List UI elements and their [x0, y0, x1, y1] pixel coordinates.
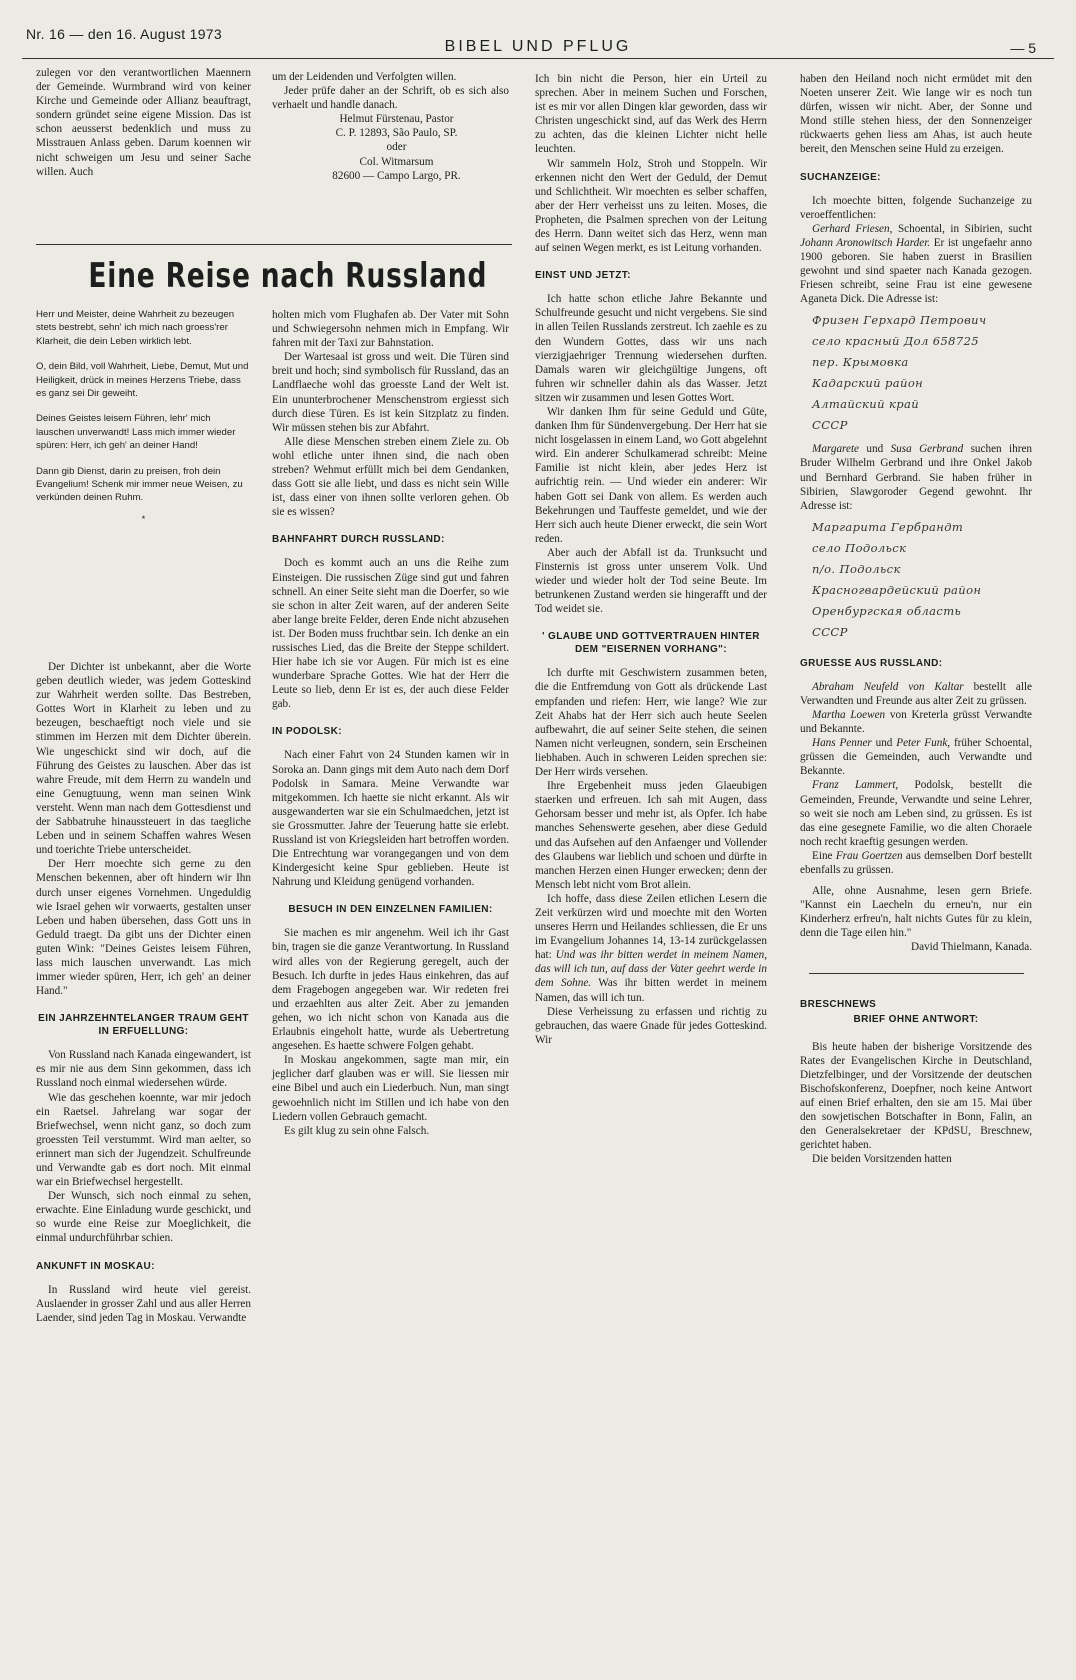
paragraph: Ihre Ergebenheit muss jeden Glaeubigen staerken und erfreuen. Ich sah mit Augen, dass Gehorsam besser und mehr ist, als Opfer. Ich habe manches Sehenswerte gesehen, aber diese Geduld und das Aufsehen auf den Anfaenger und Vollender des Glaubens war lieblich und schoen und dürfte in manchen Herzen einen Hunger erwecken; denn der Mensch lebt nicht vom Brot allein. — [535, 780, 767, 891]
paragraph — [535, 892, 767, 1005]
paragraph: Wie das geschehen koennte, war mir jedoch ein Raetsel. Jahrelang war sogar der Briefwechsel, wenn nicht ganz, so doch zum groessten Teil verstummt. Wird man aelter, so erinnert man sich der Jugendzeit. Schulfreunde und Verwandte gab es dort noch. Mit einmal war ein Briefwechsel hergestellt. — [36, 1091, 251, 1189]
section-heading: BAHNFAHRT DURCH RUSSLAND: — [272, 534, 445, 546]
person-name: Johann Aronowitsch Harder. — [800, 236, 931, 249]
issue-date: Nr. 16 — den 16. August 1973 — [26, 26, 222, 42]
author-signature: David Thielmann, Kanada. — [911, 941, 1032, 954]
article-column-2 — [272, 308, 509, 1138]
paragraph: Aber auch der Abfall ist da. Trunksucht und Finsternis ist gross unter unserem Volk. Und wieder und wieder holt der Tod seine Beute. Im betrunkenen Zustand werden sie hingerafft und der Tod weidet sie. — [535, 546, 767, 616]
signature-or: oder — [386, 141, 407, 154]
person-name: Martha Loewen — [812, 708, 886, 721]
paragraph: Doch es kommt auch an uns die Reihe zum Einsteigen. Die russischen Züge sind gut und fahren schnell. An einer Seite sieht man die Doerfer, so wie sie schon in alter Zeit waren, auf der anderen Seite aber lange breite Felder, deren Ende nicht abzusehen ist. Der Boden muss fruchtbar sein. Ich denke an ein russisches Lied, das die Breite der Steppe schildert. Hier habe ich sie vor Augen. Für mich ist es eine wunderbare Sprache Gottes. Wie hat der Herr die Leute so lieb, denn Er ist es, der auch diese Felder gab. — [272, 557, 509, 711]
poem-star: * — [141, 513, 146, 525]
paragraph: Bis heute haben der bisherige Vorsitzende des Rates der Evangelischen Kirche in Deutschland, Dietzfelbinger, und der Vorsitzende der deutschen Bischofskonferenz, Doepfner, noch keine Antwort auf einen Brief erhalten, den sie am 15. Mai über den sowjetischen Botschafter in Bonn, Falin, an den Generalsekretaer der KPdSU, Breschnew, gerichtet haben. — [800, 1040, 1032, 1152]
poem-stanza: Dann gib Dienst, darin zu preisen, froh dein Evangelium! Schenk mir immer neue Weisen, zu verkünden deinen Ruhm. — [36, 465, 243, 504]
paragraph-text: früher Schoental, grüssen die Gemeinden, auch Verwandte und Bekannte. — [800, 737, 1033, 778]
paragraph — [800, 778, 1032, 848]
paragraph-text: Was ihr bitten werdet in meinem Namen, das will ich tun. — [535, 977, 767, 1004]
masthead — [0, 0, 1076, 60]
paragraph-text: suchen ihren Bruder Wilhelm Gerbrand und ihre Onkel Jakob und Bernhard Gerbrand. Sie haben früher in Sibirien, Slawgoroder Gegend gewohnt. Ihr Adresse ist: — [800, 443, 1033, 512]
previous-article-text: um der Leidenden und Verfolgten willen. — [272, 71, 457, 83]
paragraph: Ich hatte schon etliche Jahre Bekannte und Schulfreunde gesucht und nicht vergebens. Sie sind in allen Teilen Russlands zerstreut. Ich zaehle es zu den Wundern Gottes, dass wir uns nach vierzigjaehriger Trennung wiedersehen durften. Damals waren wir gleichgültige Jungens, oft fuhren wir schneller dahin als das Wasser. Jetzt sitzen wir zusammen und lesen Gottes Wort. — [535, 293, 767, 404]
person-name: Frau Goertzen — [835, 849, 903, 862]
section-heading: GRUESSE AUS RUSSLAND: — [800, 657, 943, 669]
address-line: Красногвардейский район — [812, 582, 982, 597]
person-name: Hans Penner — [812, 737, 872, 750]
paragraph-text: aus demselben Dorf bestellt ebenfalls zu grüssen. — [800, 849, 1033, 876]
paragraph — [800, 708, 1032, 736]
person-name: Susa Gerbrand — [890, 443, 964, 456]
paragraph: Von Russland nach Kanada eingewandert, ist es mir nie aus dem Sinn gekommen, dass ich Russland noch einmal wiedersehen würde. — [36, 1049, 251, 1090]
paragraph: Es gilt klug zu sein ohne Falsch. — [284, 1124, 430, 1137]
previous-article-col2 — [272, 70, 509, 183]
page-number: — 5 — [1010, 40, 1036, 56]
section-heading: SUCHANZEIGE: — [800, 171, 881, 183]
section-heading: BRESCHNEWS — [800, 998, 877, 1010]
paragraph-text: und — [875, 737, 893, 750]
section-heading: ANKUNFT IN MOSKAU: — [36, 1260, 155, 1272]
address-line: СССР — [812, 418, 848, 433]
article-column-4 — [800, 72, 1032, 1166]
section-heading: IN PODOLSK: — [272, 726, 342, 738]
paragraph-text: Ich hoffe, dass diese Zeilen etlichen Lesern die Zeit verkürzen wird und moechte mit den Worten unseres Herrn und Heilandes schliessen, die Er uns im Evangelium Johannes 14, 13-14 zurückgelassen hat: — [535, 892, 767, 962]
paragraph: Sie machen es mir angenehm. Weil ich ihr Gast bin, tragen sie die ganze Verantwortung. In Russland wird alles von der Regierung geregelt, auch der Besuch. Ich durfte in jedes Haus einkehren, das auf dem Fragebogen angegeben war. Wir redeten frei und erzaehlten aus alter Zeit. Aber zu jemanden gehen, wo ich nicht schon von Kanada aus die Erlaubnis eingeholt hatte, wurde als Uebertretung angesehen. Es haette schwere Folgen gehabt. — [272, 927, 509, 1053]
paragraph-text: Er ist ungefaehr anno 1900 geboren. Sie haben zuerst in Brasilien gewohnt und sind spaeter nach Kanada gezogen. Friesen schreibt, seine Frau ist eine gewesene Aganeta Dick. Die Adresse ist: — [800, 236, 1032, 306]
section-heading: BRIEF OHNE ANTWORT: — [853, 1013, 979, 1025]
paragraph-text: Podolsk, bestellt die Gemeinden, Freunde, Verwandte und seine Lehrer, so weit sie noch am Leben sind, zu grüssen. Es ist das eine gesegnete Familie, wo die alten Choraele noch recht kraeftig gesungen werden. — [800, 779, 1032, 848]
section-heading: EIN JAHRZEHNTELANGER TRAUM GEHT IN ERFUELLUNG: — [38, 1013, 249, 1038]
address-line: село Подольск — [812, 540, 907, 555]
paragraph: Nach einer Fahrt von 24 Stunden kamen wir in Soroka an. Dann gings mit dem Auto nach dem Dorf Podolsk in Samara. Meine Verwandte war mitgekommen. Ich haette sie nicht erkannt. Als wir ausgewanderten war sie ein Schulmaedchen, jetzt ist sie Grossmutter. Jahre der Teuerung hatte sie erlebt. Russland ist von Kriegsleiden hart betroffen worden. Die Entrechtung war vorangegangen und von dem Kindergesicht keine Spur geblieben. Heute ist Nahrung und Kleidung genügend vorhanden. — [272, 749, 509, 889]
paragraph: Alle, ohne Ausnahme, lesen gern Briefe. "Kannst ein Laecheln du erneu'n, nur ein Kinderherz erfreu'n, halt nichts Gutes für zu klein, denn die Tage eilen hin." — [800, 885, 1032, 940]
address-line: Оренбургская область — [812, 603, 962, 618]
paragraph: Der Dichter ist unbekannt, aber die Worte geben deutlich wieder, was jedem Gotteskind zur Wahrheit werden sollte. Das Bestreben, Gottes Wort in Klarheit zu leben und zu bezeugen, beschaeftigt noch viele und sie stimmen im Herzen mit dem Dichter überein. Wie ungeschickt sind wir doch, auf die Führung des Geistes zu lauschen. Aber das ist wahre Freude, mit dem Herrn zu wandeln und eine Genugtuung, wenn man seinen Wink versteht. Wenn man nach dem Gottesdienst und der Sabbatruhe hinaussteuert in das taegliche Leben und in seinem Schaffen wahres Wesen und toerichte Triebe unterscheidet. — [36, 661, 251, 857]
handwritten-address — [800, 517, 1032, 643]
address-line: пер. Крымовка — [812, 355, 909, 370]
paragraph-text: und — [866, 443, 884, 456]
section-rule — [809, 973, 1024, 974]
signature-name: Helmut Fürstenau, Pastor — [339, 113, 454, 126]
poem-stanza: Deines Geistes leisem Führen, lehr' mich lauschen unverwandt! Lass mich immer wieder spüren: Herr, ich geh' an deiner Hand! — [36, 413, 236, 452]
signature-address: C. P. 12893, São Paulo, SP. — [335, 127, 458, 140]
signature-address: Col. Witmarsum — [359, 155, 434, 168]
person-name: Abraham Neufeld von Kaltar — [812, 680, 964, 693]
newspaper-name: BIBEL UND PFLUG — [444, 38, 632, 55]
paragraph — [800, 849, 1032, 877]
paragraph-text: bestellt alle Verwandten und Freunde aus alter Zeit zu grüssen. — [800, 680, 1033, 707]
person-name: Gerhard Friesen, — [812, 222, 893, 235]
previous-article-col1 — [36, 66, 251, 179]
poem-stanza: Herr und Meister, deine Wahrheit zu bezeugen stets bestrebt, sehn' ich mich nach groess'rer Klarheit, die dein Leben wirklich lebt. — [36, 309, 235, 347]
paragraph-text: von Kreterla grüsst Verwandte und Bekannte. — [800, 708, 1032, 736]
article-separator-rule — [36, 244, 512, 245]
paragraph: Der Wunsch, sich noch einmal zu sehen, erwachte. Eine Einladung wurde geschickt, und so wurde eine Reise zur Moeglichkeit, die einmal undurchführbar schien. — [36, 1190, 251, 1245]
paragraph: Wir danken Ihm für seine Geduld und Güte, danken Ihm für Sündenvergebung. Der Herr hat sie nicht losgelassen in einem Land, wo Gott abgelehnt wird. Ein anderer Schulkamerad schreibt: Meine Familie ist nicht klein, aber jedes Herz ist aufrichtig rein. — Und wieder ein anderer: Wir haben Gott sei Dank von allem. Es werden auch Bekehrungen und Tauffeste gemeldet, und wie der Herr sich auch heute Diener erweckt, die sein Wort reden. — [535, 405, 767, 545]
address-line: Кадарский район — [812, 376, 924, 391]
person-name: Peter Funk, — [896, 737, 951, 750]
paragraph: Ich bin nicht die Person, hier ein Urteil zu sprechen. Aber in meinem Suchen und Forschen, ist es mir vor allen Dingen klar geworden, dass wir Christen ungeschickt sind, auf das Werk des Herrn zu achten, das die kleinen Lichter nicht helle leuchten. — [535, 73, 767, 156]
article-column-3 — [535, 72, 767, 1047]
paragraph: Diese Verheissung zu erfassen und richtig zu gebrauchen, das waere Gnade für jedes Gotteskind. Wir — [535, 1005, 767, 1046]
paragraph-text: Schoental, in Sibirien, sucht — [897, 222, 1032, 235]
address-line: Маргарита Гербрандт — [812, 519, 964, 534]
previous-article-text: zulegen vor den verantwortlichen Maennern der Gemeinde. Wurmbrand wird von keiner Kirche und Gemeinde oder Allianz beauftragt, sondern gründet seine eigene Mission. Das ist schon aeusserst bedenklich und muss zu Misstrauen Anlass geben. Darum koennen wir nicht schweigen um Jesu und seiner Sache willen. Auch — [36, 67, 251, 178]
previous-article-text: Jeder prüfe daher an der Schrift, ob es sich also verhaelt und handle danach. — [272, 85, 509, 112]
paragraph: Ich moechte bitten, folgende Suchanzeige zu veroeffentlichen: — [800, 194, 1032, 221]
section-heading: EINST UND JETZT: — [535, 270, 631, 282]
paragraph — [800, 222, 1032, 307]
address-line: село красный Дол 658725 — [812, 334, 980, 349]
handwritten-address — [800, 310, 1032, 436]
signature-address: 82600 — Campo Largo, PR. — [332, 169, 461, 182]
address-line: п/о. Подольск — [812, 561, 901, 576]
paragraph — [800, 680, 1032, 708]
paragraph: Wir sammeln Holz, Stroh und Stoppeln. Wir erkennen nicht den Wert der Geduld, der Demut und Schlichtheit. Wir moechten es selber schaffen, aber der Herr verheisst uns zu leiten. Moses, die Propheten, die Psalmen sprechen von der Leitung des Herrn. Dann weitet sich das Herz, wenn man auf seinen Wegen merkt, es ist Leitung vorhanden. — [535, 157, 767, 255]
paragraph: Alle diese Menschen streben einem Ziele zu. Ob wohl etliche unter ihnen sind, die nach oben streben? Wehmut erfüllt mich bei dem Gendanken, dass Gott sie alle liebt, und dass es nicht sein Wille ist, dass einer von ihnen sollte verloren gehen. Ob sie es wissen? — [272, 435, 509, 519]
section-heading: ' GLAUBE UND GOTTVERTRAUEN HINTER DEM "EISERNEN VORHANG": — [542, 631, 760, 656]
bible-quote: Und was ihr bitten werdet in meinem Namen, das will ich tun, auf dass der Vater geehrt werde in dem Sohne. — [535, 949, 767, 990]
article-title: Eine Reise nach Russland — [88, 256, 488, 296]
section-heading: BESUCH IN DEN EINZELNEN FAMILIEN: — [288, 904, 493, 916]
poem-stanza: O, dein Bild, voll Wahrheit, Liebe, Demut, Mut und Heiligkeit, drück in meines Herzens Triebe, dass es ganz sei Dir geweiht. — [36, 361, 249, 400]
paragraph — [800, 736, 1032, 778]
address-line: Фризен Герхард Петрович — [812, 313, 987, 328]
paragraph: Ich durfte mit Geschwistern zusammen beten, die die Entfremdung von Gott als drückende Last empfanden und riefen: Herr, wie lange? Wie zur Zeit Ahabs hat der Herr sich auch heute Seelen aufbewahrt, die auf seiner Seite stehen, die seinen Namen nicht verleugnen, sondern, sein Erscheinen liebhaben. Auch in schweren Leiden sprechen sie: Der Herr wirds versehen. — [535, 667, 767, 779]
paragraph — [800, 442, 1032, 512]
paragraph-text: Eine — [812, 849, 833, 862]
article-column-1 — [36, 660, 251, 1325]
poem — [36, 308, 251, 526]
paragraph: haben den Heiland noch nicht ermüdet mit den Noeten unserer Zeit. Wie lange wir es noch tun dürfen, wissen wir nicht. Aber, der Sonne und Mond stille stehen hiess, der den Sonnenzeiger rückwaerts gehen liess am Ahas, ist auch heute bereit, den Menschen seine Huld zu erzeigen. — [800, 73, 1032, 156]
paragraph: holten mich vom Flughafen ab. Der Vater mit Sohn und Schwiegersohn nehmen mich in Empfang. Wir fahren mit der Taxi zur Bahnstation. — [272, 309, 509, 350]
paragraph: In Moskau angekommen, sagte man mir, ein jeglicher darf glauben was er will. Sie liessen mir eine Bibel und auch ein Liederbuch. Nun, man singt gewoehnlich nicht im Stillen und ich habe von den Liedern vollen Gebrauch gemacht. — [272, 1054, 509, 1123]
masthead-rule — [22, 58, 1054, 59]
address-line: СССР — [812, 624, 848, 639]
paragraph: In Russland wird heute viel gereist. Auslaender in grosser Zahl und aus aller Herren Laender, sind jeden Tag in Moskau. Verwandte — [36, 1283, 251, 1324]
paragraph: Der Wartesaal ist gross und weit. Die Türen sind breit und hoch; sind symbolisch für Russland, das an Landflaeche wohl das groesste Land der Welt ist. Ein ununterbrochener Menschenstrom ergiesst sich durch diese Türen. Es ist kein Sitzplatz zu finden. Wir müssen stehen bis zur Abfahrt. — [272, 351, 509, 434]
paragraph: Der Herr moechte sich gerne zu den Menschen bekennen, aber oft hindern wir Ihn durch unser eigenes Vornehmen. Ungeduldig wie Israel gehen wir vorwaerts, gestalten unser Leben und haben übersehen, dass Gott uns in Geduld traegt. Da gibt uns der Dichter einen guten Wink: "Deines Geistes leisem Führen, lass mich lauschen unverwandt. Las mich immer wieder spüren, Herr, ich geh' an deiner Hand." — [36, 858, 251, 998]
address-line: Алтайский край — [812, 397, 920, 412]
paragraph: Die beiden Vorsitzenden hatten — [812, 1153, 952, 1166]
person-name: Franz Lammert, — [812, 779, 899, 792]
person-name: Margarete — [812, 443, 860, 456]
